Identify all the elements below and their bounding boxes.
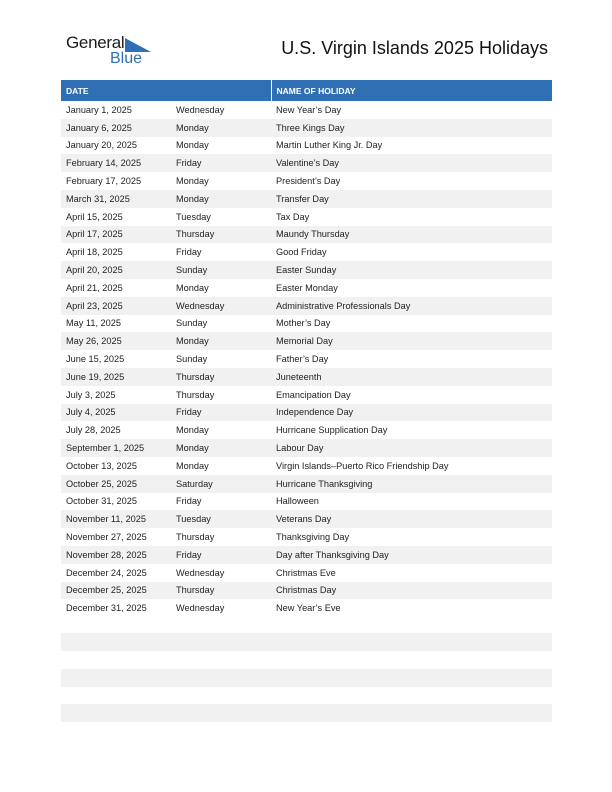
weekday-cell: Thursday [171, 368, 271, 386]
date-cell: April 23, 2025 [61, 297, 171, 315]
holiday-table [61, 80, 552, 617]
table-row [61, 528, 552, 546]
weekday-cell: Friday [176, 247, 202, 258]
holiday-name-cell: Maundy Thursday [271, 226, 552, 244]
table-row [61, 350, 552, 368]
table-row [61, 279, 552, 297]
weekday-cell: Monday [176, 425, 209, 436]
date-cell: February 17, 2025 [66, 176, 142, 187]
weekday-cell: Monday [171, 332, 271, 350]
table-row [61, 119, 552, 137]
weekday-cell: Friday [176, 496, 202, 507]
holiday-table-body [61, 101, 552, 617]
table-row [61, 137, 552, 155]
date-cell: January 1, 2025 [66, 104, 132, 115]
holiday-name-cell: Administrative Professionals Day [271, 297, 552, 315]
date-cell: December 25, 2025 [61, 582, 171, 600]
holiday-name-cell: Juneteenth [271, 368, 552, 386]
holiday-name-cell: Mother’s Day [276, 318, 331, 329]
holiday-name-cell: Christmas Day [271, 582, 552, 600]
weekday-cell: Wednesday [176, 567, 225, 578]
weekday-cell: Sunday [171, 261, 271, 279]
date-cell: February 14, 2025 [61, 154, 171, 172]
weekday-cell: Thursday [176, 532, 215, 543]
date-cell: November 27, 2025 [66, 532, 147, 543]
weekday-cell: Wednesday [176, 603, 225, 614]
weekday-cell: Monday [171, 190, 271, 208]
holiday-name-cell: Halloween [276, 496, 319, 507]
holiday-name-cell: New Year’s Eve [276, 603, 341, 614]
table-row [61, 421, 552, 439]
date-cell: May 11, 2025 [66, 318, 121, 329]
date-cell: July 4, 2025 [61, 404, 171, 422]
table-row [61, 243, 552, 261]
holiday-name-cell: Virgin Islands–Puerto Rico Friendship Day [276, 460, 449, 471]
weekday-cell: Friday [171, 546, 271, 564]
holiday-name-cell: Veterans Day [271, 510, 552, 528]
table-row [61, 386, 552, 404]
table-row [61, 332, 552, 350]
weekday-cell: Thursday [171, 582, 271, 600]
holiday-name-cell: Hurricane Thanksgiving [271, 475, 552, 493]
table-row [61, 101, 552, 119]
date-cell: April 15, 2025 [66, 211, 123, 222]
holiday-name-cell: Tax Day [276, 211, 310, 222]
holiday-name-cell: Hurricane Supplication Day [276, 425, 388, 436]
weekday-cell: Monday [176, 460, 209, 471]
weekday-cell: Monday [176, 282, 209, 293]
date-cell: November 28, 2025 [61, 546, 171, 564]
empty-row [61, 633, 552, 651]
weekday-cell: Wednesday [176, 104, 225, 115]
header-date: DATE [61, 80, 271, 101]
date-cell: December 24, 2025 [66, 567, 147, 578]
table-row [61, 172, 552, 190]
table-row [61, 475, 552, 493]
weekday-cell: Thursday [171, 226, 271, 244]
table-row [61, 208, 552, 226]
holiday-name-cell: Transfer Day [271, 190, 552, 208]
weekday-cell: Thursday [176, 389, 215, 400]
weekday-cell: Saturday [171, 475, 271, 493]
holiday-name-cell: Good Friday [276, 247, 327, 258]
date-cell: March 31, 2025 [61, 190, 171, 208]
weekday-cell: Sunday [176, 318, 208, 329]
table-row [61, 226, 552, 244]
logo [66, 33, 156, 69]
weekday-cell: Monday [176, 176, 209, 187]
weekday-cell: Tuesday [171, 510, 271, 528]
date-cell: September 1, 2025 [61, 439, 171, 457]
date-cell: October 31, 2025 [66, 496, 137, 507]
date-cell: January 6, 2025 [61, 119, 171, 137]
date-cell: April 18, 2025 [66, 247, 123, 258]
date-cell: July 28, 2025 [66, 425, 121, 436]
date-cell: April 21, 2025 [66, 282, 123, 293]
table-row [61, 190, 552, 208]
weekday-cell: Wednesday [171, 297, 271, 315]
holiday-name-cell: Independence Day [271, 404, 552, 422]
date-cell: October 13, 2025 [66, 460, 137, 471]
table-row [61, 368, 552, 386]
table-row [61, 457, 552, 475]
weekday-cell: Monday [171, 439, 271, 457]
holiday-name-cell: Easter Monday [276, 282, 338, 293]
holiday-name-cell: President’s Day [276, 176, 341, 187]
holiday-name-cell: Memorial Day [271, 332, 552, 350]
table-row [61, 261, 552, 279]
holiday-name-cell: Day after Thanksgiving Day [271, 546, 552, 564]
table-row [61, 404, 552, 422]
holiday-name-cell: Emancipation Day [276, 389, 351, 400]
date-cell: December 31, 2025 [66, 603, 147, 614]
holiday-name-cell: Thanksgiving Day [276, 532, 350, 543]
table-row [61, 510, 552, 528]
header-holiday-name: NAME OF HOLIDAY [271, 80, 552, 101]
holiday-name-cell: New Year’s Day [276, 104, 342, 115]
empty-row [61, 669, 552, 687]
date-cell: January 20, 2025 [66, 140, 138, 151]
holiday-name-cell: Valentine’s Day [271, 154, 552, 172]
holiday-name-cell: Christmas Eve [276, 567, 336, 578]
logo-text-general: General [66, 33, 125, 52]
table-row [61, 582, 552, 600]
date-cell: June 19, 2025 [61, 368, 171, 386]
weekday-cell: Monday [176, 140, 209, 151]
weekday-cell: Friday [171, 404, 271, 422]
weekday-cell: Sunday [176, 354, 208, 365]
table-row [61, 315, 552, 333]
date-cell: April 20, 2025 [61, 261, 171, 279]
date-cell: June 15, 2025 [66, 354, 125, 365]
table-header-row [61, 80, 552, 101]
holiday-name-cell: Martin Luther King Jr. Day [276, 140, 383, 151]
weekday-cell: Tuesday [176, 211, 211, 222]
table-row [61, 546, 552, 564]
table-row [61, 154, 552, 172]
weekday-cell: Friday [171, 154, 271, 172]
table-row [61, 599, 552, 617]
date-cell: May 26, 2025 [61, 332, 171, 350]
date-cell: April 17, 2025 [61, 226, 171, 244]
date-cell: October 25, 2025 [61, 475, 171, 493]
date-cell: November 11, 2025 [61, 510, 171, 528]
holiday-name-cell: Father’s Day [276, 354, 329, 365]
table-row [61, 297, 552, 315]
date-cell: July 3, 2025 [66, 389, 116, 400]
table-row [61, 493, 552, 511]
table-row [61, 564, 552, 582]
empty-row [61, 704, 552, 722]
page-title: U.S. Virgin Islands 2025 Holidays [281, 38, 548, 58]
weekday-cell: Monday [171, 119, 271, 137]
holiday-name-cell: Easter Sunday [271, 261, 552, 279]
table-row [61, 439, 552, 457]
holiday-name-cell: Three Kings Day [271, 119, 552, 137]
logo-text-blue: Blue [110, 50, 143, 67]
holiday-name-cell: Labour Day [271, 439, 552, 457]
